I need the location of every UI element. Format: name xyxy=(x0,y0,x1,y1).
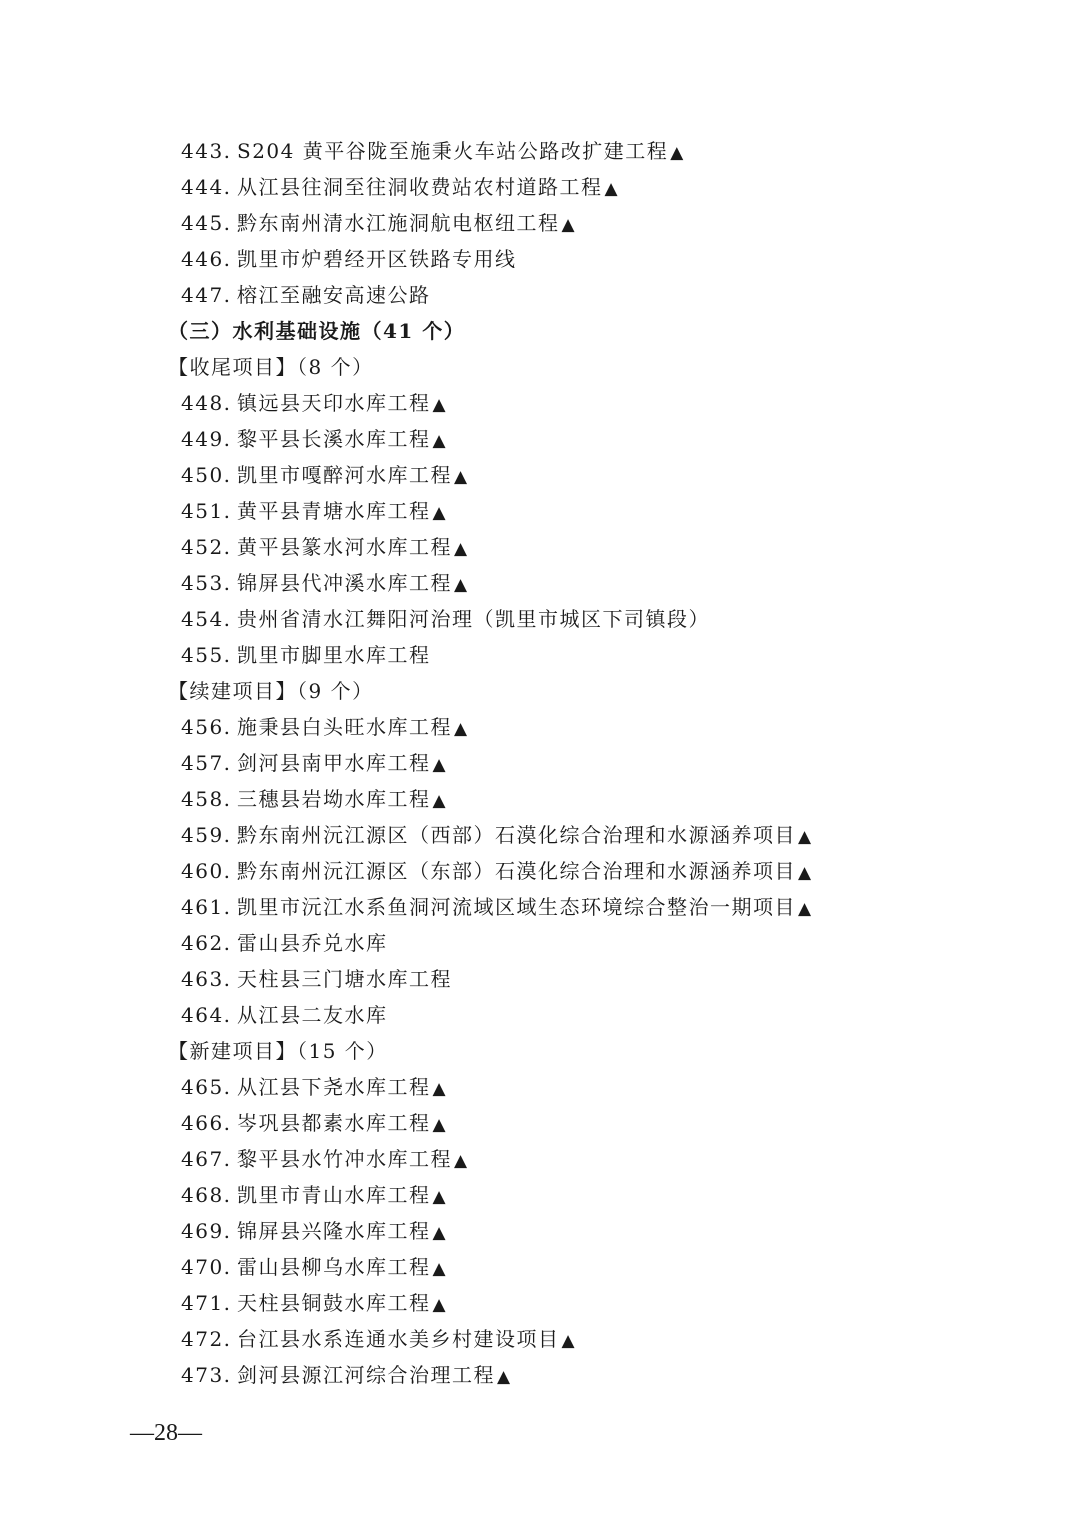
list-item xyxy=(0,385,1074,421)
triangle-marker-icon: ▲ xyxy=(432,755,448,775)
triangle-marker-icon: ▲ xyxy=(432,1295,448,1315)
list-item xyxy=(0,745,1074,781)
item-number: 464. xyxy=(181,1003,232,1027)
item-text: 黎平县长溪水库工程 xyxy=(237,427,431,451)
triangle-marker-icon: ▲ xyxy=(454,575,469,595)
item-text: 凯里市青山水库工程 xyxy=(237,1183,431,1207)
list-item xyxy=(0,1177,1074,1213)
list-item xyxy=(0,169,1074,205)
item-text: 凯里市炉碧经开区铁路专用线 xyxy=(237,247,517,271)
item-number: 469. xyxy=(181,1219,232,1243)
item-number: 447. xyxy=(181,283,232,307)
list-item xyxy=(0,1141,1074,1177)
item-text: 黔东南州清水江施洞航电枢纽工程 xyxy=(237,211,560,235)
item-text: S204 黄平谷陇至施秉火车站公路改扩建工程 xyxy=(237,139,669,163)
triangle-marker-icon: ▲ xyxy=(454,539,469,559)
item-number: 449. xyxy=(181,427,232,451)
triangle-marker-icon: ▲ xyxy=(432,395,448,415)
list-item xyxy=(0,817,1074,853)
item-text: 岑巩县都素水库工程 xyxy=(237,1111,431,1135)
triangle-marker-icon: ▲ xyxy=(432,1115,448,1135)
item-text: 天柱县铜鼓水库工程 xyxy=(237,1291,431,1315)
item-text: 从江县二友水库 xyxy=(237,1003,388,1027)
item-number: 466. xyxy=(181,1111,232,1135)
list-item xyxy=(0,709,1074,745)
list-item xyxy=(0,1069,1074,1105)
item-number: 444. xyxy=(181,175,232,199)
list-item xyxy=(0,1249,1074,1285)
triangle-marker-icon: ▲ xyxy=(798,827,813,847)
item-number: 461. xyxy=(181,895,232,919)
list-item xyxy=(0,1321,1074,1357)
triangle-marker-icon: ▲ xyxy=(561,215,577,235)
item-number: 443. xyxy=(181,139,232,163)
item-text: 锦屏县代冲溪水库工程 xyxy=(237,571,452,595)
list-item xyxy=(0,565,1074,601)
page-number: —28— xyxy=(130,1420,202,1446)
item-text: 榕江至融安高速公路 xyxy=(237,283,431,307)
triangle-marker-icon: ▲ xyxy=(497,1367,512,1387)
triangle-marker-icon: ▲ xyxy=(432,1259,448,1279)
item-text: 天柱县三门塘水库工程 xyxy=(237,967,452,991)
item-text: 黔东南州沅江源区（东部）石漠化综合治理和水源涵养项目 xyxy=(237,859,796,883)
list-item xyxy=(0,529,1074,565)
triangle-marker-icon: ▲ xyxy=(454,1151,469,1171)
item-number: 465. xyxy=(181,1075,232,1099)
item-text: 雷山县乔兑水库 xyxy=(237,931,388,955)
list-item xyxy=(0,997,1074,1033)
item-text: 黄平县篆水河水库工程 xyxy=(237,535,452,559)
list-item xyxy=(0,1213,1074,1249)
list-item xyxy=(0,241,1074,277)
item-text: 从江县往洞至往洞收费站农村道路工程 xyxy=(237,175,603,199)
item-number: 453. xyxy=(181,571,232,595)
triangle-marker-icon: ▲ xyxy=(561,1331,577,1351)
list-item xyxy=(0,421,1074,457)
item-number: 459. xyxy=(181,823,232,847)
item-text: 雷山县柳乌水库工程 xyxy=(237,1255,431,1279)
item-text: 从江县下尧水库工程 xyxy=(237,1075,431,1099)
item-number: 455. xyxy=(181,643,232,667)
list-item xyxy=(0,889,1074,925)
item-text: 三穗县岩坳水库工程 xyxy=(237,787,431,811)
list-item xyxy=(0,925,1074,961)
list-item xyxy=(0,961,1074,997)
triangle-marker-icon: ▲ xyxy=(798,899,813,919)
list-item xyxy=(0,493,1074,529)
item-number: 450. xyxy=(181,463,232,487)
item-number: 445. xyxy=(181,211,232,235)
item-number: 463. xyxy=(181,967,232,991)
item-text: 凯里市脚里水库工程 xyxy=(237,643,431,667)
triangle-marker-icon: ▲ xyxy=(432,431,448,451)
item-number: 471. xyxy=(181,1291,232,1315)
item-number: 472. xyxy=(181,1327,232,1351)
item-text: 施秉县白头旺水库工程 xyxy=(237,715,452,739)
item-number: 470. xyxy=(181,1255,232,1279)
subsection-heading: 【收尾项目】（8 个） xyxy=(168,355,374,379)
item-text: 锦屏县兴隆水库工程 xyxy=(237,1219,431,1243)
item-number: 457. xyxy=(181,751,232,775)
list-item xyxy=(0,205,1074,241)
list-item xyxy=(0,781,1074,817)
item-text: 镇远县天印水库工程 xyxy=(237,391,431,415)
item-text: 剑河县南甲水库工程 xyxy=(237,751,431,775)
list-item xyxy=(0,637,1074,673)
item-number: 460. xyxy=(181,859,232,883)
item-text: 凯里市沅江水系鱼洞河流域区域生态环境综合整治一期项目 xyxy=(237,895,796,919)
item-text: 黔东南州沅江源区（西部）石漠化综合治理和水源涵养项目 xyxy=(237,823,796,847)
document-body xyxy=(0,133,1074,1393)
triangle-marker-icon: ▲ xyxy=(432,1079,448,1099)
item-number: 454. xyxy=(181,607,232,631)
item-number: 458. xyxy=(181,787,232,811)
item-text: 凯里市嘎醉河水库工程 xyxy=(237,463,452,487)
list-item xyxy=(0,601,1074,637)
item-text: 黎平县水竹冲水库工程 xyxy=(237,1147,452,1171)
list-item xyxy=(0,853,1074,889)
list-item xyxy=(0,277,1074,313)
triangle-marker-icon: ▲ xyxy=(798,863,813,883)
item-text: 台江县水系连通水美乡村建设项目 xyxy=(237,1327,560,1351)
triangle-marker-icon: ▲ xyxy=(454,719,469,739)
item-number: 473. xyxy=(181,1363,232,1387)
triangle-marker-icon: ▲ xyxy=(432,791,448,811)
triangle-marker-icon: ▲ xyxy=(454,467,469,487)
item-number: 462. xyxy=(181,931,232,955)
triangle-marker-icon: ▲ xyxy=(432,1223,448,1243)
list-item xyxy=(0,1105,1074,1141)
item-number: 451. xyxy=(181,499,232,523)
item-text: 黄平县青塘水库工程 xyxy=(237,499,431,523)
subsection-heading: 【续建项目】（9 个） xyxy=(168,679,374,703)
item-text: 剑河县源江河综合治理工程 xyxy=(237,1363,495,1387)
list-item xyxy=(0,1357,1074,1393)
list-item xyxy=(0,133,1074,169)
triangle-marker-icon: ▲ xyxy=(670,143,685,163)
item-number: 468. xyxy=(181,1183,232,1207)
section-heading: （三）水利基础设施（41 个） xyxy=(168,319,466,343)
list-item xyxy=(0,457,1074,493)
item-number: 446. xyxy=(181,247,232,271)
item-number: 452. xyxy=(181,535,232,559)
item-number: 448. xyxy=(181,391,232,415)
list-item xyxy=(0,1285,1074,1321)
item-number: 456. xyxy=(181,715,232,739)
subsection-heading: 【新建项目】（15 个） xyxy=(168,1039,388,1063)
triangle-marker-icon: ▲ xyxy=(604,179,620,199)
item-number: 467. xyxy=(181,1147,232,1171)
triangle-marker-icon: ▲ xyxy=(432,1187,448,1207)
item-text: 贵州省清水江舞阳河治理（凯里市城区下司镇段） xyxy=(237,607,710,631)
triangle-marker-icon: ▲ xyxy=(432,503,448,523)
